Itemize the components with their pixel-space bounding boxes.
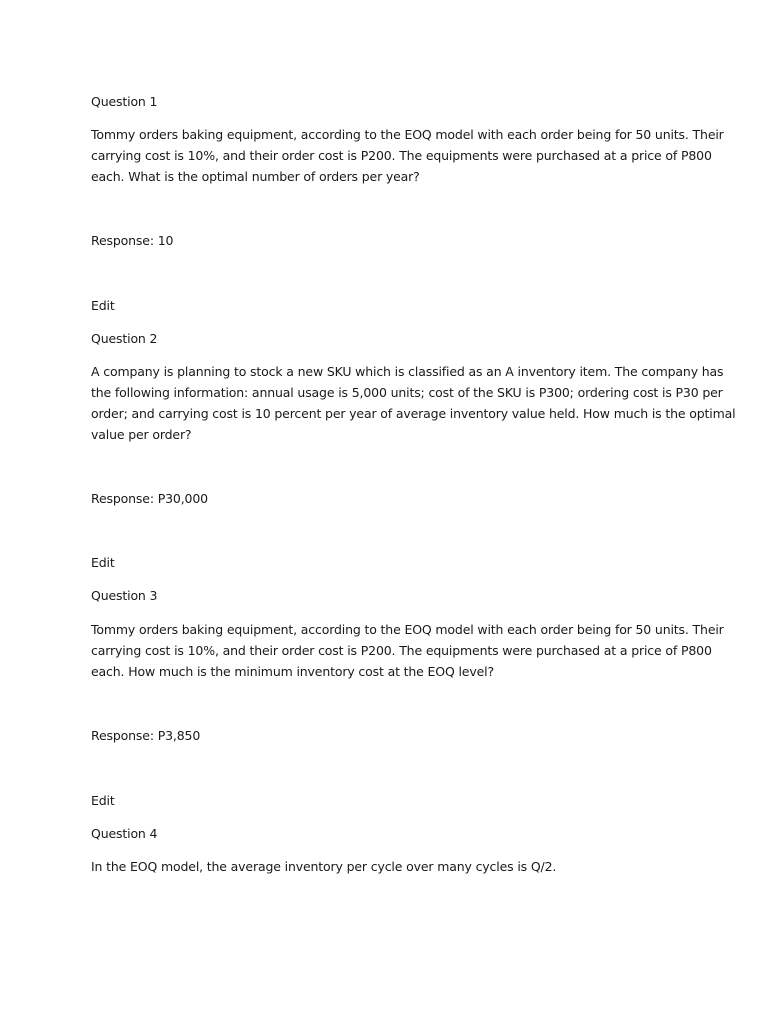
question-4-text (91, 856, 691, 877)
question-1-text-line: each. What is the optimal number of orders per year? (91, 169, 420, 184)
question-2-text-line: value per order? (91, 427, 192, 442)
question-2-text-line: order; and carrying cost is 10 percent per year of average inventory value held. How much is the optimal (91, 406, 736, 421)
question-2-text-line: the following information: annual usage is 5,000 units; cost of the SKU is P300; ordering cost is P30 per (91, 385, 723, 400)
question-1-title: Question 1 (91, 94, 158, 109)
question-1-text (91, 124, 724, 187)
question-4-title: Question 4 (91, 826, 158, 841)
question-2-text (91, 361, 736, 445)
question-2-text-line: A company is planning to stock a new SKU which is classified as an A inventory item. The company has (91, 364, 724, 379)
question-3-title: Question 3 (91, 588, 158, 603)
question-1-text-line: Tommy orders baking equipment, according to the EOQ model with each order being for 50 units. Their (91, 127, 724, 142)
question-2-response: Response: P30,000 (91, 491, 208, 506)
question-2-title: Question 2 (91, 331, 158, 346)
question-3-text-line: Tommy orders baking equipment, according to the EOQ model with each order being for 50 units. Their (91, 622, 724, 637)
question-3-text-line: each. How much is the minimum inventory cost at the EOQ level? (91, 664, 494, 679)
edit-link-1[interactable]: Edit (91, 298, 115, 313)
question-1-text-line: carrying cost is 10%, and their order cost is P200. The equipments were purchased at a price of P800 (91, 148, 712, 163)
question-3-response: Response: P3,850 (91, 728, 201, 743)
edit-link-2[interactable]: Edit (91, 555, 115, 570)
question-3-text-line: carrying cost is 10%, and their order cost is P200. The equipments were purchased at a price of P800 (91, 643, 712, 658)
question-3-text (91, 619, 724, 682)
edit-link-3[interactable]: Edit (91, 793, 115, 808)
question-4-text-line: In the EOQ model, the average inventory per cycle over many cycles is Q/2. (91, 859, 557, 874)
question-1-response: Response: 10 (91, 233, 174, 248)
